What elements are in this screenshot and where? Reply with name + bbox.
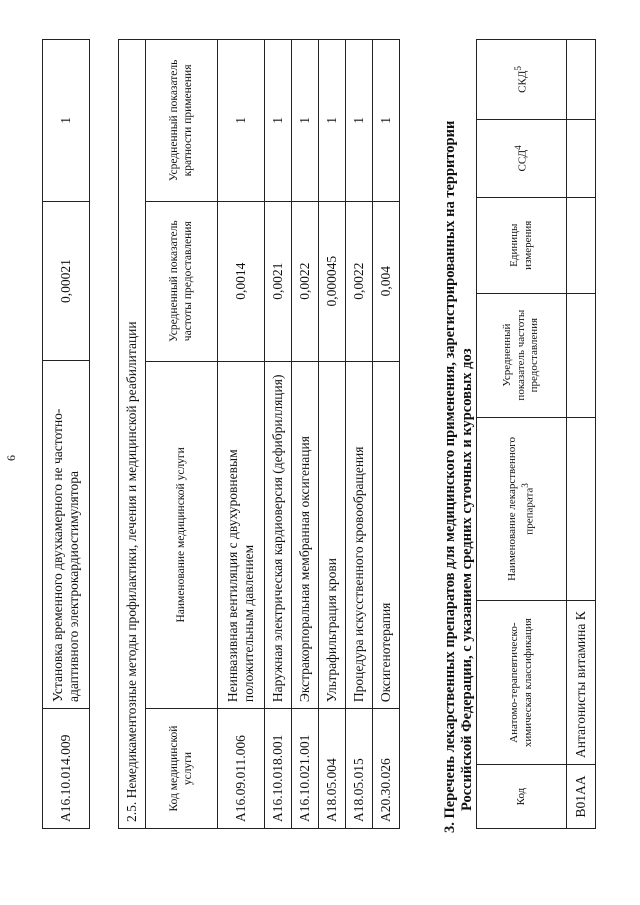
service-name: Ультрафильтрация крови [319,361,346,708]
frequency-value: 0,0022 [346,201,373,361]
drug-code: B01AA [567,765,596,829]
drug-ssd [567,119,596,197]
multiplicity-value: 1 [43,40,90,202]
table-row [319,40,346,829]
drug-frequency [567,293,596,417]
frequency-value: 0,0014 [217,201,264,361]
service-name: Оксигенотерапия [373,361,400,708]
service-name: Наружная электрическая кардиоверсия (дефибрилляция) [265,361,292,708]
header-frequency: Усредненный показатель частоты предоставления [477,293,567,417]
frequency-value: 0,00021 [43,201,90,361]
header-row [477,40,567,829]
services-table-continued [42,39,90,829]
frequency-value: 0,0022 [292,201,319,361]
service-code: A16.10.021.001 [292,709,319,829]
service-name: Экстракорпоральная мембранная оксигенация [292,361,319,708]
non-drug-methods-table [118,39,400,829]
table-row [567,40,596,829]
service-name: Неинвазивная вентиляция с двухуровневым положительным давлением [217,361,264,708]
section-3-title: 3. Перечень лекарственных препаратов для медицинского применения, зарегистрированных на территории [442,120,458,833]
page-number: 6 [4,455,18,461]
frequency-value: 0,0021 [265,201,292,361]
header-ssd: ССД$^4$ [477,119,567,197]
service-code: A16.10.018.001 [265,709,292,829]
drug-skd [567,40,596,120]
header-skd: СКД$^5$ [477,40,567,120]
service-code: A18.05.004 [319,709,346,829]
service-code: A20.30.026 [373,709,400,829]
drug-list-table [476,39,596,829]
table-row [43,40,90,829]
table-row [373,40,400,829]
multiplicity-value: 1 [217,40,264,202]
header-atc: Анатомо-терапевтическо-химическая классификация [477,601,567,765]
frequency-value: 0,004 [373,201,400,361]
header-row [145,40,217,829]
drug-atc: Антагонисты витамина К [567,601,596,765]
header-name: Наименование медицинской услуги [145,361,217,708]
table-row [292,40,319,829]
frequency-value: 0,000045 [319,201,346,361]
multiplicity-value: 1 [346,40,373,202]
table-row [265,40,292,829]
service-name: Процедура искусственного кровообращения [346,361,373,708]
multiplicity-value: 1 [373,40,400,202]
drug-name [567,417,596,601]
multiplicity-value: 1 [319,40,346,202]
table-row [217,40,264,829]
section-title-row [119,40,146,829]
multiplicity-value: 1 [265,40,292,202]
service-code: A16.09.011.006 [217,709,264,829]
drug-unit [567,197,596,293]
service-name: Установка временного двухкамерного не частотно-адаптивного электрокардиостимулятора [43,361,90,709]
header-multiplicity: Усредненный показатель кратности применения [145,40,217,202]
service-code: A18.05.015 [346,709,373,829]
header-code: Код медицинской услуги [145,709,217,829]
header-drug-name: Наименование лекарственного препарата$^3$ [477,417,567,601]
service-code: A16.10.014.009 [43,709,90,829]
section-3-subtitle: Российской Федерации, с указанием средних суточных и курсовых доз [459,348,475,811]
section-2-5-title: 2.5. Немедикаментозные методы профилактики, лечения и медицинской реабилитации [119,40,146,829]
multiplicity-value: 1 [292,40,319,202]
header-frequency: Усредненный показатель частоты предоставления [145,201,217,361]
header-code: Код [477,765,567,829]
header-unit: Единицы измерения [477,197,567,293]
table-row [346,40,373,829]
